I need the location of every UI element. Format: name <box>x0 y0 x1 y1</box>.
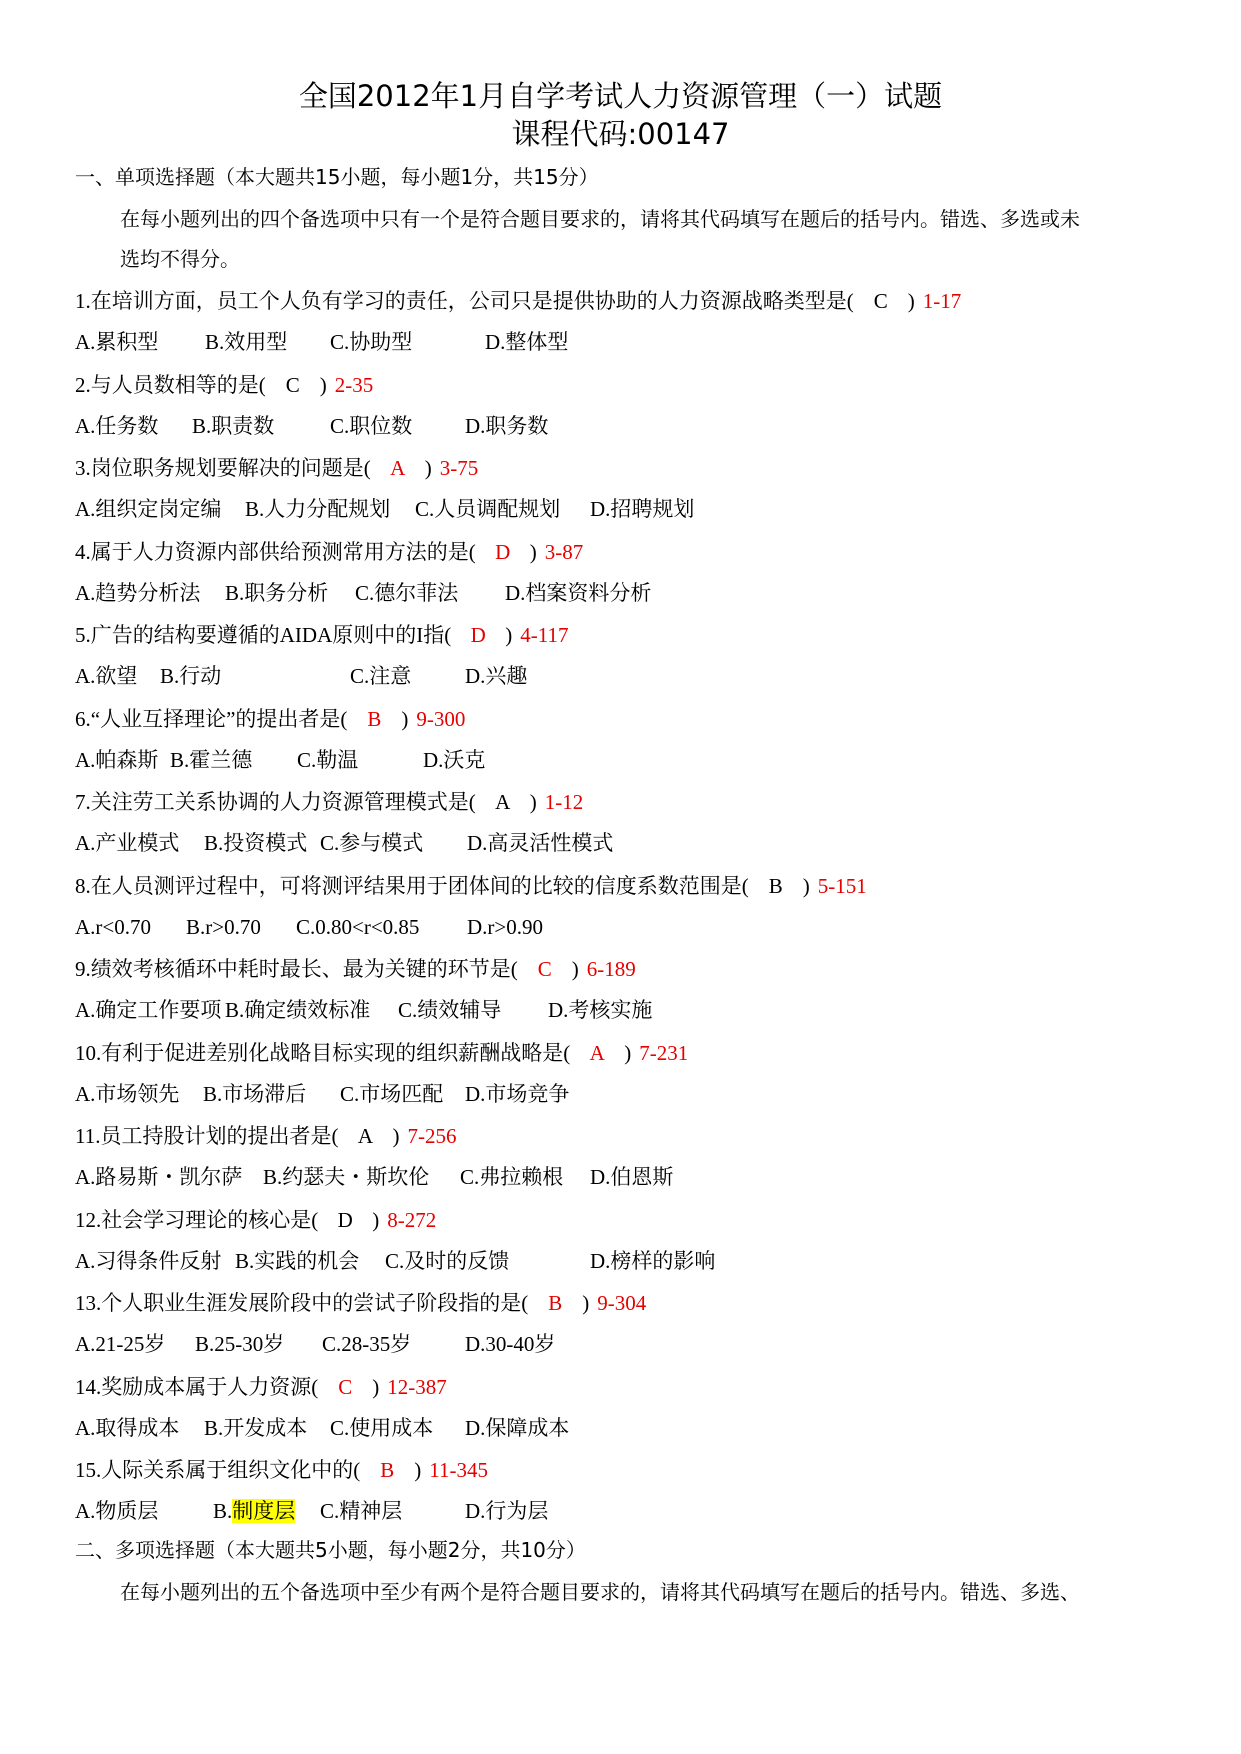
section1-instruction-line2: 选均不得分。 <box>120 247 240 271</box>
option-label: C.德尔菲法 <box>355 580 459 605</box>
question-14 <box>75 1374 447 1400</box>
question-7-option-b <box>204 830 307 856</box>
option-label: A.物质层 <box>75 1499 159 1523</box>
question-4-option-b <box>225 580 328 606</box>
question-close-paren: ) <box>907 289 915 313</box>
option-label: A.路易斯・凯尔萨 <box>75 1165 243 1189</box>
question-answer: A <box>589 1040 605 1065</box>
option-label: B.职务分析 <box>225 580 329 605</box>
option-label: D.r>0.90 <box>467 914 544 939</box>
option-label: C.0.80<r<0.85 <box>296 914 420 939</box>
option-label: D.考核实施 <box>548 998 653 1022</box>
option-label: B.人力分配规划 <box>245 497 391 521</box>
option-label: C.人员调配规划 <box>415 497 561 521</box>
question-2-option-d <box>465 413 548 439</box>
question-page-reference: 3-75 <box>439 456 479 480</box>
question-8 <box>75 873 867 899</box>
option-label: D.高灵活性模式 <box>467 831 614 855</box>
section2-instruction-line1: 在每小题列出的五个备选项中至少有两个是符合题目要求的，请将其代码填写在题后的括号内。错选、多选、 <box>120 1579 1080 1604</box>
question-answer: D <box>495 539 511 564</box>
option-label: A.市场领先 <box>75 1081 180 1106</box>
question-answer: C <box>873 289 888 313</box>
option-label: C.绩效辅导 <box>398 998 502 1022</box>
question-stem: 10.有利于促进差别化战略目标实现的组织薪酬战略是( <box>75 1040 571 1065</box>
question-11-option-c <box>460 1164 563 1190</box>
question-page-reference: 1-12 <box>544 790 584 814</box>
question-12 <box>75 1207 436 1233</box>
question-6-option-d <box>423 747 485 773</box>
question-1-option-d <box>485 329 568 355</box>
question-page-reference: 3-87 <box>544 539 584 564</box>
option-label: A.产业模式 <box>75 831 180 855</box>
option-label: D.伯恩斯 <box>590 1165 674 1189</box>
option-label: A.任务数 <box>75 413 159 438</box>
question-3-option-c <box>415 496 560 522</box>
question-2-option-b <box>192 413 274 439</box>
question-answer: B <box>367 706 382 731</box>
question-3 <box>75 455 478 481</box>
option-label: D.30-40岁 <box>465 1332 556 1356</box>
question-6-option-a <box>75 747 158 773</box>
question-5-option-b <box>160 663 221 689</box>
option-label: B.市场滞后 <box>203 1081 307 1106</box>
option-label: B.确定绩效标准 <box>225 998 371 1022</box>
option-label: A.组织定岗定编 <box>75 497 222 521</box>
question-5 <box>75 622 568 648</box>
option-label: A.21-25岁 <box>75 1332 166 1356</box>
option-label: D.档案资料分析 <box>505 580 652 605</box>
question-close-paren: ) <box>392 1124 400 1148</box>
question-12-option-c <box>385 1248 509 1274</box>
section2-heading: 二、多项选择题（本大题共5小题，每小题2分，共10分） <box>75 1537 586 1562</box>
option-label: B.行动 <box>160 664 222 688</box>
question-stem: 6.“人业互择理论”的提出者是( <box>75 706 348 731</box>
question-13-option-a <box>75 1331 165 1357</box>
question-10-option-b <box>203 1081 306 1107</box>
question-4-option-d <box>505 580 651 606</box>
question-9-option-c <box>398 997 501 1023</box>
question-11 <box>75 1123 456 1149</box>
question-page-reference: 5-151 <box>817 873 867 898</box>
question-answer: C <box>338 1374 353 1399</box>
question-5-option-a <box>75 663 137 689</box>
question-page-reference: 4-117 <box>520 623 569 647</box>
exam-title: 全国2012年1月自学考试人力资源管理（一）试题 <box>298 79 943 113</box>
question-10-option-d <box>465 1081 569 1107</box>
question-stem: 2.与人员数相等的是( <box>75 372 266 397</box>
question-stem: 3.岗位职务规划要解决的问题是( <box>75 456 371 480</box>
question-answer: C <box>537 957 552 981</box>
option-label: D.兴趣 <box>465 664 528 688</box>
question-stem: 15.人际关系属于组织文化中的( <box>75 1458 361 1482</box>
question-stem: 11.员工持股计划的提出者是( <box>75 1124 339 1148</box>
option-label: B.r>0.70 <box>186 914 261 939</box>
question-11-option-d <box>590 1164 673 1190</box>
option-label: D.行为层 <box>465 1499 549 1523</box>
question-1-option-a <box>75 329 158 355</box>
option-label: C.及时的反馈 <box>385 1248 510 1273</box>
question-13-option-b <box>195 1331 284 1357</box>
question-6-option-c <box>297 747 358 773</box>
question-stem: 1.在培训方面，员工个人负有学习的责任，公司只是提供协助的人力资源战略类型是( <box>75 289 854 313</box>
question-page-reference: 9-304 <box>597 1291 647 1315</box>
option-label: C.职位数 <box>330 413 413 438</box>
question-stem: 8.在人员测评过程中，可将测评结果用于团体间的比较的信度系数范围是( <box>75 873 749 898</box>
course-code: 课程代码:00147 <box>511 117 730 151</box>
question-close-paren: ) <box>529 539 537 564</box>
question-8-option-d <box>467 914 543 940</box>
section1-heading: 一、单项选择题（本大题共15小题，每小题1分，共15分） <box>75 165 599 189</box>
option-label: D.招聘规划 <box>590 497 695 521</box>
question-answer: B <box>380 1458 395 1482</box>
question-close-paren: ) <box>319 372 327 397</box>
question-12-option-a <box>75 1248 221 1274</box>
option-label: C.精神层 <box>320 1499 403 1523</box>
question-answer: C <box>285 372 300 397</box>
question-page-reference: 1-17 <box>922 289 962 313</box>
question-11-option-b <box>263 1164 429 1190</box>
option-label: A.r<0.70 <box>75 914 152 939</box>
question-8-option-a <box>75 914 151 940</box>
option-label: B.效用型 <box>205 330 288 354</box>
option-label: C.勒温 <box>297 747 359 772</box>
option-label: B.实践的机会 <box>235 1248 360 1273</box>
question-8-option-c <box>296 914 419 940</box>
question-close-paren: ) <box>372 1207 380 1232</box>
question-close-paren: ) <box>802 873 810 898</box>
question-10-option-c <box>340 1081 443 1107</box>
question-page-reference: 8-272 <box>387 1207 437 1232</box>
question-14-option-b <box>204 1415 307 1441</box>
question-close-paren: ) <box>529 790 537 814</box>
question-1 <box>75 288 961 314</box>
option-label: B.投资模式 <box>204 831 308 855</box>
question-close-paren: ) <box>414 1458 422 1482</box>
question-4-option-a <box>75 580 200 606</box>
question-15-option-b <box>213 1498 295 1524</box>
option-label: A.习得条件反射 <box>75 1248 222 1273</box>
question-15 <box>75 1457 488 1483</box>
option-label: D.沃克 <box>423 747 486 772</box>
question-3-option-b <box>245 496 390 522</box>
question-9-option-d <box>548 997 652 1023</box>
question-close-paren: ) <box>624 1040 632 1065</box>
question-12-option-d <box>590 1248 715 1274</box>
question-stem: 5.广告的结构要遵循的AIDA原则中的I指( <box>75 623 452 647</box>
option-label: D.榜样的影响 <box>590 1248 716 1273</box>
question-page-reference: 7-231 <box>639 1040 689 1065</box>
option-label: D.整体型 <box>485 330 569 354</box>
question-14-option-a <box>75 1415 179 1441</box>
question-13-option-c <box>322 1331 411 1357</box>
question-4 <box>75 539 583 565</box>
question-10-option-a <box>75 1081 179 1107</box>
question-page-reference: 11-345 <box>429 1458 488 1482</box>
question-9-option-b <box>225 997 370 1023</box>
question-stem: 7.关注劳工关系协调的人力资源管理模式是( <box>75 790 476 814</box>
question-answer: A <box>357 1124 374 1148</box>
question-13-option-d <box>465 1331 555 1357</box>
highlighted-text: 制度层 <box>232 1499 296 1523</box>
question-15-option-c <box>320 1498 402 1524</box>
option-label: B.霍兰德 <box>170 747 253 772</box>
question-page-reference: 9-300 <box>416 706 466 731</box>
option-label: A.帕森斯 <box>75 747 159 772</box>
question-7-option-c <box>320 830 423 856</box>
option-label: A.确定工作要项 <box>75 998 222 1022</box>
question-6-option-b <box>170 747 252 773</box>
option-label: B.职责数 <box>192 413 275 438</box>
question-answer: A <box>390 456 406 480</box>
question-3-option-a <box>75 496 221 522</box>
question-5-option-c <box>350 663 411 689</box>
question-close-paren: ) <box>571 957 579 981</box>
question-2-option-c <box>330 413 412 439</box>
question-answer: B <box>548 1291 563 1315</box>
question-14-option-c <box>330 1415 433 1441</box>
question-3-option-d <box>590 496 694 522</box>
question-8-option-b <box>186 914 261 940</box>
question-6 <box>75 706 465 732</box>
question-15-option-d <box>465 1498 548 1524</box>
question-7-option-d <box>467 830 613 856</box>
question-7 <box>75 789 583 815</box>
question-stem: 4.属于人力资源内部供给预测常用方法的是( <box>75 539 476 564</box>
question-answer: D <box>337 1207 353 1232</box>
question-1-option-c <box>330 329 412 355</box>
option-label: C.协助型 <box>330 330 413 354</box>
option-label: B.开发成本 <box>204 1415 308 1440</box>
question-answer: D <box>470 623 486 647</box>
question-answer: A <box>495 790 511 814</box>
option-label: C.注意 <box>350 664 412 688</box>
option-label: A.欲望 <box>75 664 138 688</box>
question-page-reference: 6-189 <box>586 957 636 981</box>
question-page-reference: 2-35 <box>334 372 374 397</box>
question-stem: 14.奖励成本属于人力资源( <box>75 1374 319 1399</box>
question-close-paren: ) <box>424 456 432 480</box>
question-2-option-a <box>75 413 158 439</box>
question-5-option-d <box>465 663 527 689</box>
option-label: A.趋势分析法 <box>75 580 201 605</box>
question-close-paren: ) <box>372 1374 380 1399</box>
question-page-reference: 7-256 <box>407 1124 457 1148</box>
option-label: D.保障成本 <box>465 1415 570 1440</box>
option-label: C.28-35岁 <box>322 1332 412 1356</box>
question-close-paren: ) <box>582 1291 590 1315</box>
option-label: B. <box>213 1499 233 1523</box>
question-1-option-b <box>205 329 287 355</box>
question-13 <box>75 1290 646 1316</box>
question-page-reference: 12-387 <box>387 1374 447 1399</box>
option-label: C.参与模式 <box>320 831 424 855</box>
option-label: A.取得成本 <box>75 1415 180 1440</box>
question-9 <box>75 956 636 982</box>
option-label: C.市场匹配 <box>340 1081 444 1106</box>
question-7-option-a <box>75 830 179 856</box>
question-stem: 9.绩效考核循环中耗时最长、最为关键的环节是( <box>75 957 518 981</box>
question-12-option-b <box>235 1248 359 1274</box>
question-answer: B <box>768 873 783 898</box>
question-11-option-a <box>75 1164 242 1190</box>
question-9-option-a <box>75 997 221 1023</box>
question-15-option-a <box>75 1498 158 1524</box>
option-label: B.约瑟夫・斯坎伦 <box>263 1165 430 1189</box>
question-stem: 12.社会学习理论的核心是( <box>75 1207 319 1232</box>
question-14-option-d <box>465 1415 569 1441</box>
question-10 <box>75 1040 688 1066</box>
question-close-paren: ) <box>401 706 409 731</box>
option-label: C.弗拉赖根 <box>460 1165 564 1189</box>
section1-instruction-line1: 在每小题列出的四个备选项中只有一个是符合题目要求的，请将其代码填写在题后的括号内。错选、多选或未 <box>120 207 1080 231</box>
question-stem: 13.个人职业生涯发展阶段中的尝试子阶段指的是( <box>75 1291 529 1315</box>
question-close-paren: ) <box>505 623 513 647</box>
option-label: C.使用成本 <box>330 1415 434 1440</box>
option-label: D.职务数 <box>465 413 549 438</box>
question-2 <box>75 372 373 398</box>
option-label: A.累积型 <box>75 330 159 354</box>
option-label: B.25-30岁 <box>195 1332 285 1356</box>
option-label: D.市场竞争 <box>465 1081 570 1106</box>
question-4-option-c <box>355 580 458 606</box>
